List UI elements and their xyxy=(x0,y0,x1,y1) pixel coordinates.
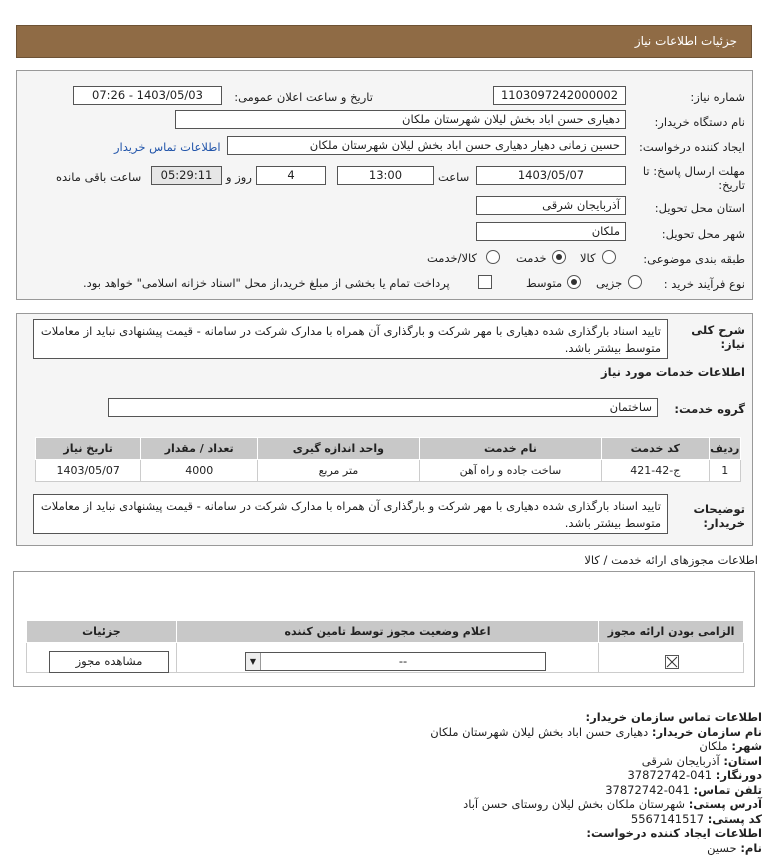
province-field[interactable]: آذربایجان شرقی xyxy=(476,196,626,215)
contact-postal-row xyxy=(12,812,762,827)
col-row: ردیف xyxy=(709,438,741,460)
contact-city-row xyxy=(12,739,762,754)
contact-fax-label: دورنگار: xyxy=(716,768,762,782)
contact-fax-row xyxy=(12,768,762,783)
announce-label: تاریخ و ساعت اعلان عمومی: xyxy=(234,90,373,104)
city-field[interactable]: ملکان xyxy=(476,222,626,241)
province-label: استان محل تحویل: xyxy=(655,201,745,215)
creator-name-row xyxy=(12,841,762,855)
page-title: جزئیات اطلاعات نیاز xyxy=(635,34,737,48)
contact-org-row xyxy=(12,725,762,740)
contact-org: دهیاری حسن اباد بخش لیلان شهرستان ملکان xyxy=(430,725,648,739)
cell-qty: 4000 xyxy=(141,460,258,482)
contact-section xyxy=(12,710,762,855)
need-number-field[interactable]: 1103097242000002 xyxy=(493,86,626,105)
contact-fax: 041-37872742 xyxy=(627,768,712,782)
page-header xyxy=(16,25,752,58)
time-label: ساعت xyxy=(438,170,469,184)
permit-status-select[interactable] xyxy=(245,652,546,671)
description-label: شرح کلی xyxy=(691,323,745,337)
buyer-notes-label: توضیحات xyxy=(694,502,746,516)
buyer-notes-label-2: خریدار: xyxy=(703,516,745,530)
cell-date: 1403/05/07 xyxy=(36,460,141,482)
category-label: طبقه بندی موضوعی: xyxy=(643,252,745,266)
category-radio-service[interactable] xyxy=(552,250,566,264)
city-label: شهر محل تحویل: xyxy=(662,227,745,241)
process-radio-medium[interactable] xyxy=(567,275,581,289)
contact-phone-row xyxy=(12,783,762,798)
deadline-date-field[interactable]: 1403/05/07 xyxy=(476,166,626,185)
description-label-2: نیاز: xyxy=(720,337,745,351)
contact-phone: 041-37872742 xyxy=(605,783,690,797)
treasury-payment-note: پرداخت تمام یا بخشی از مبلغ خرید،از محل "اسناد خزانه اسلامی" خواهد بود. xyxy=(83,276,450,290)
deadline-label: مهلت ارسال پاسخ: تا xyxy=(643,164,745,178)
process-label: نوع فرآیند خرید : xyxy=(664,277,745,291)
col-name: نام خدمت xyxy=(419,438,601,460)
creator-field[interactable]: حسین زمانی دهیار دهیاری حسن اباد بخش لیلان شهرستان ملکان xyxy=(227,136,626,155)
creator-name-label: نام: xyxy=(740,841,762,855)
contact-province: آذربایجان شرقی xyxy=(642,754,720,768)
table-row[interactable] xyxy=(36,460,741,482)
buyer-org-field[interactable]: دهیاری حسن اباد بخش لیلان شهرستان ملکان xyxy=(175,110,626,129)
contact-city-label: شهر: xyxy=(731,739,762,753)
cross-icon xyxy=(666,656,678,668)
remaining-label: ساعت باقی مانده xyxy=(56,170,141,184)
chevron-down-icon[interactable]: ▼ xyxy=(246,653,261,670)
need-number-label: شماره نیاز: xyxy=(690,90,745,104)
permits-title: اطلاعات مجوزهای ارائه خدمت / کالا xyxy=(584,553,758,567)
services-title: اطلاعات خدمات مورد نیاز xyxy=(601,365,745,379)
process-option-minor: جزیی xyxy=(596,276,622,290)
deadline-time-field[interactable]: 13:00 xyxy=(337,166,434,185)
contact-address-label: آدرس پستی: xyxy=(689,797,762,811)
view-permit-button[interactable]: مشاهده مجوز xyxy=(49,651,169,673)
treasury-checkbox[interactable] xyxy=(478,275,492,289)
process-radio-minor[interactable] xyxy=(628,275,642,289)
cell-row: 1 xyxy=(709,460,741,482)
col-unit: واحد اندازه گیری xyxy=(258,438,420,460)
process-option-medium: متوسط xyxy=(526,276,562,290)
contact-province-row xyxy=(12,754,762,769)
category-option-service: خدمت xyxy=(516,251,547,265)
deadline-date-label: تاریخ: xyxy=(718,178,745,192)
cell-code: ج-42-421 xyxy=(602,460,709,482)
buyer-org-label: نام دستگاه خریدار: xyxy=(654,115,745,129)
col-permit-required: الزامی بودن ارائه مجوز xyxy=(599,621,744,643)
permit-required-checkbox[interactable] xyxy=(665,655,679,669)
service-group-label: گروه خدمت: xyxy=(674,402,745,416)
days-field[interactable]: 4 xyxy=(256,166,326,185)
buyer-notes-text[interactable]: تایید اسناد بارگذاری شده دهیاری با مهر شرکت و بارگذاری آن همراه با مدارک شرکت در سامانه - قیمت پیشنهادی نباید از معاملات متوسط بیشتر باشد. xyxy=(33,494,668,534)
creator-name: حسین xyxy=(707,841,737,855)
service-group-field[interactable]: ساختمان xyxy=(108,398,658,417)
contact-phone-label: تلفن تماس: xyxy=(694,783,762,797)
category-radio-goods-service[interactable] xyxy=(486,250,500,264)
contact-title: اطلاعات تماس سازمان خریدار: xyxy=(12,710,762,725)
col-permit-status: اعلام وضعیت مجوز توسط تامین کننده xyxy=(176,621,598,643)
description-text[interactable]: تایید اسناد بارگذاری شده دهیاری با مهر شرکت و بارگذاری آن همراه با مدارک شرکت در سامانه - قیمت پیشنهادی نباید از معاملات متوسط بیشتر باشد. xyxy=(33,319,668,359)
announce-field[interactable]: 1403/05/03 - 07:26 xyxy=(73,86,222,105)
contact-address: شهرستان ملکان بخش لیلان روستای حسن آباد xyxy=(463,797,685,811)
col-date: تاریخ نیاز xyxy=(36,438,141,460)
category-radio-goods[interactable] xyxy=(602,250,616,264)
remaining-time-field: 05:29:11 xyxy=(151,166,222,185)
contact-address-row xyxy=(12,797,762,812)
permit-status-value: -- xyxy=(399,654,407,668)
col-code: کد خدمت xyxy=(602,438,709,460)
cell-unit: متر مربع xyxy=(258,460,420,482)
permits-table-header xyxy=(27,621,744,643)
days-label: روز و xyxy=(226,170,252,184)
contact-city: ملکان xyxy=(699,739,727,753)
contact-postal-label: کد پستی: xyxy=(708,812,762,826)
creator-label: ایجاد کننده درخواست: xyxy=(639,140,745,154)
contact-province-label: استان: xyxy=(723,754,762,768)
contact-postal: 5567141517 xyxy=(631,812,704,826)
col-permit-details: جزئیات xyxy=(27,621,177,643)
col-qty: تعداد / مقدار xyxy=(141,438,258,460)
contact-org-label: نام سازمان خریدار: xyxy=(652,725,762,739)
category-option-goods-service: کالا/خدمت xyxy=(427,251,477,265)
services-table-header xyxy=(36,438,741,460)
cell-name: ساخت جاده و راه آهن xyxy=(419,460,601,482)
buyer-contact-link[interactable]: اطلاعات تماس خریدار xyxy=(114,140,221,154)
services-table xyxy=(35,437,741,482)
category-option-goods: کالا xyxy=(580,251,596,265)
creator-info-title: اطلاعات ایجاد کننده درخواست: xyxy=(12,826,762,841)
